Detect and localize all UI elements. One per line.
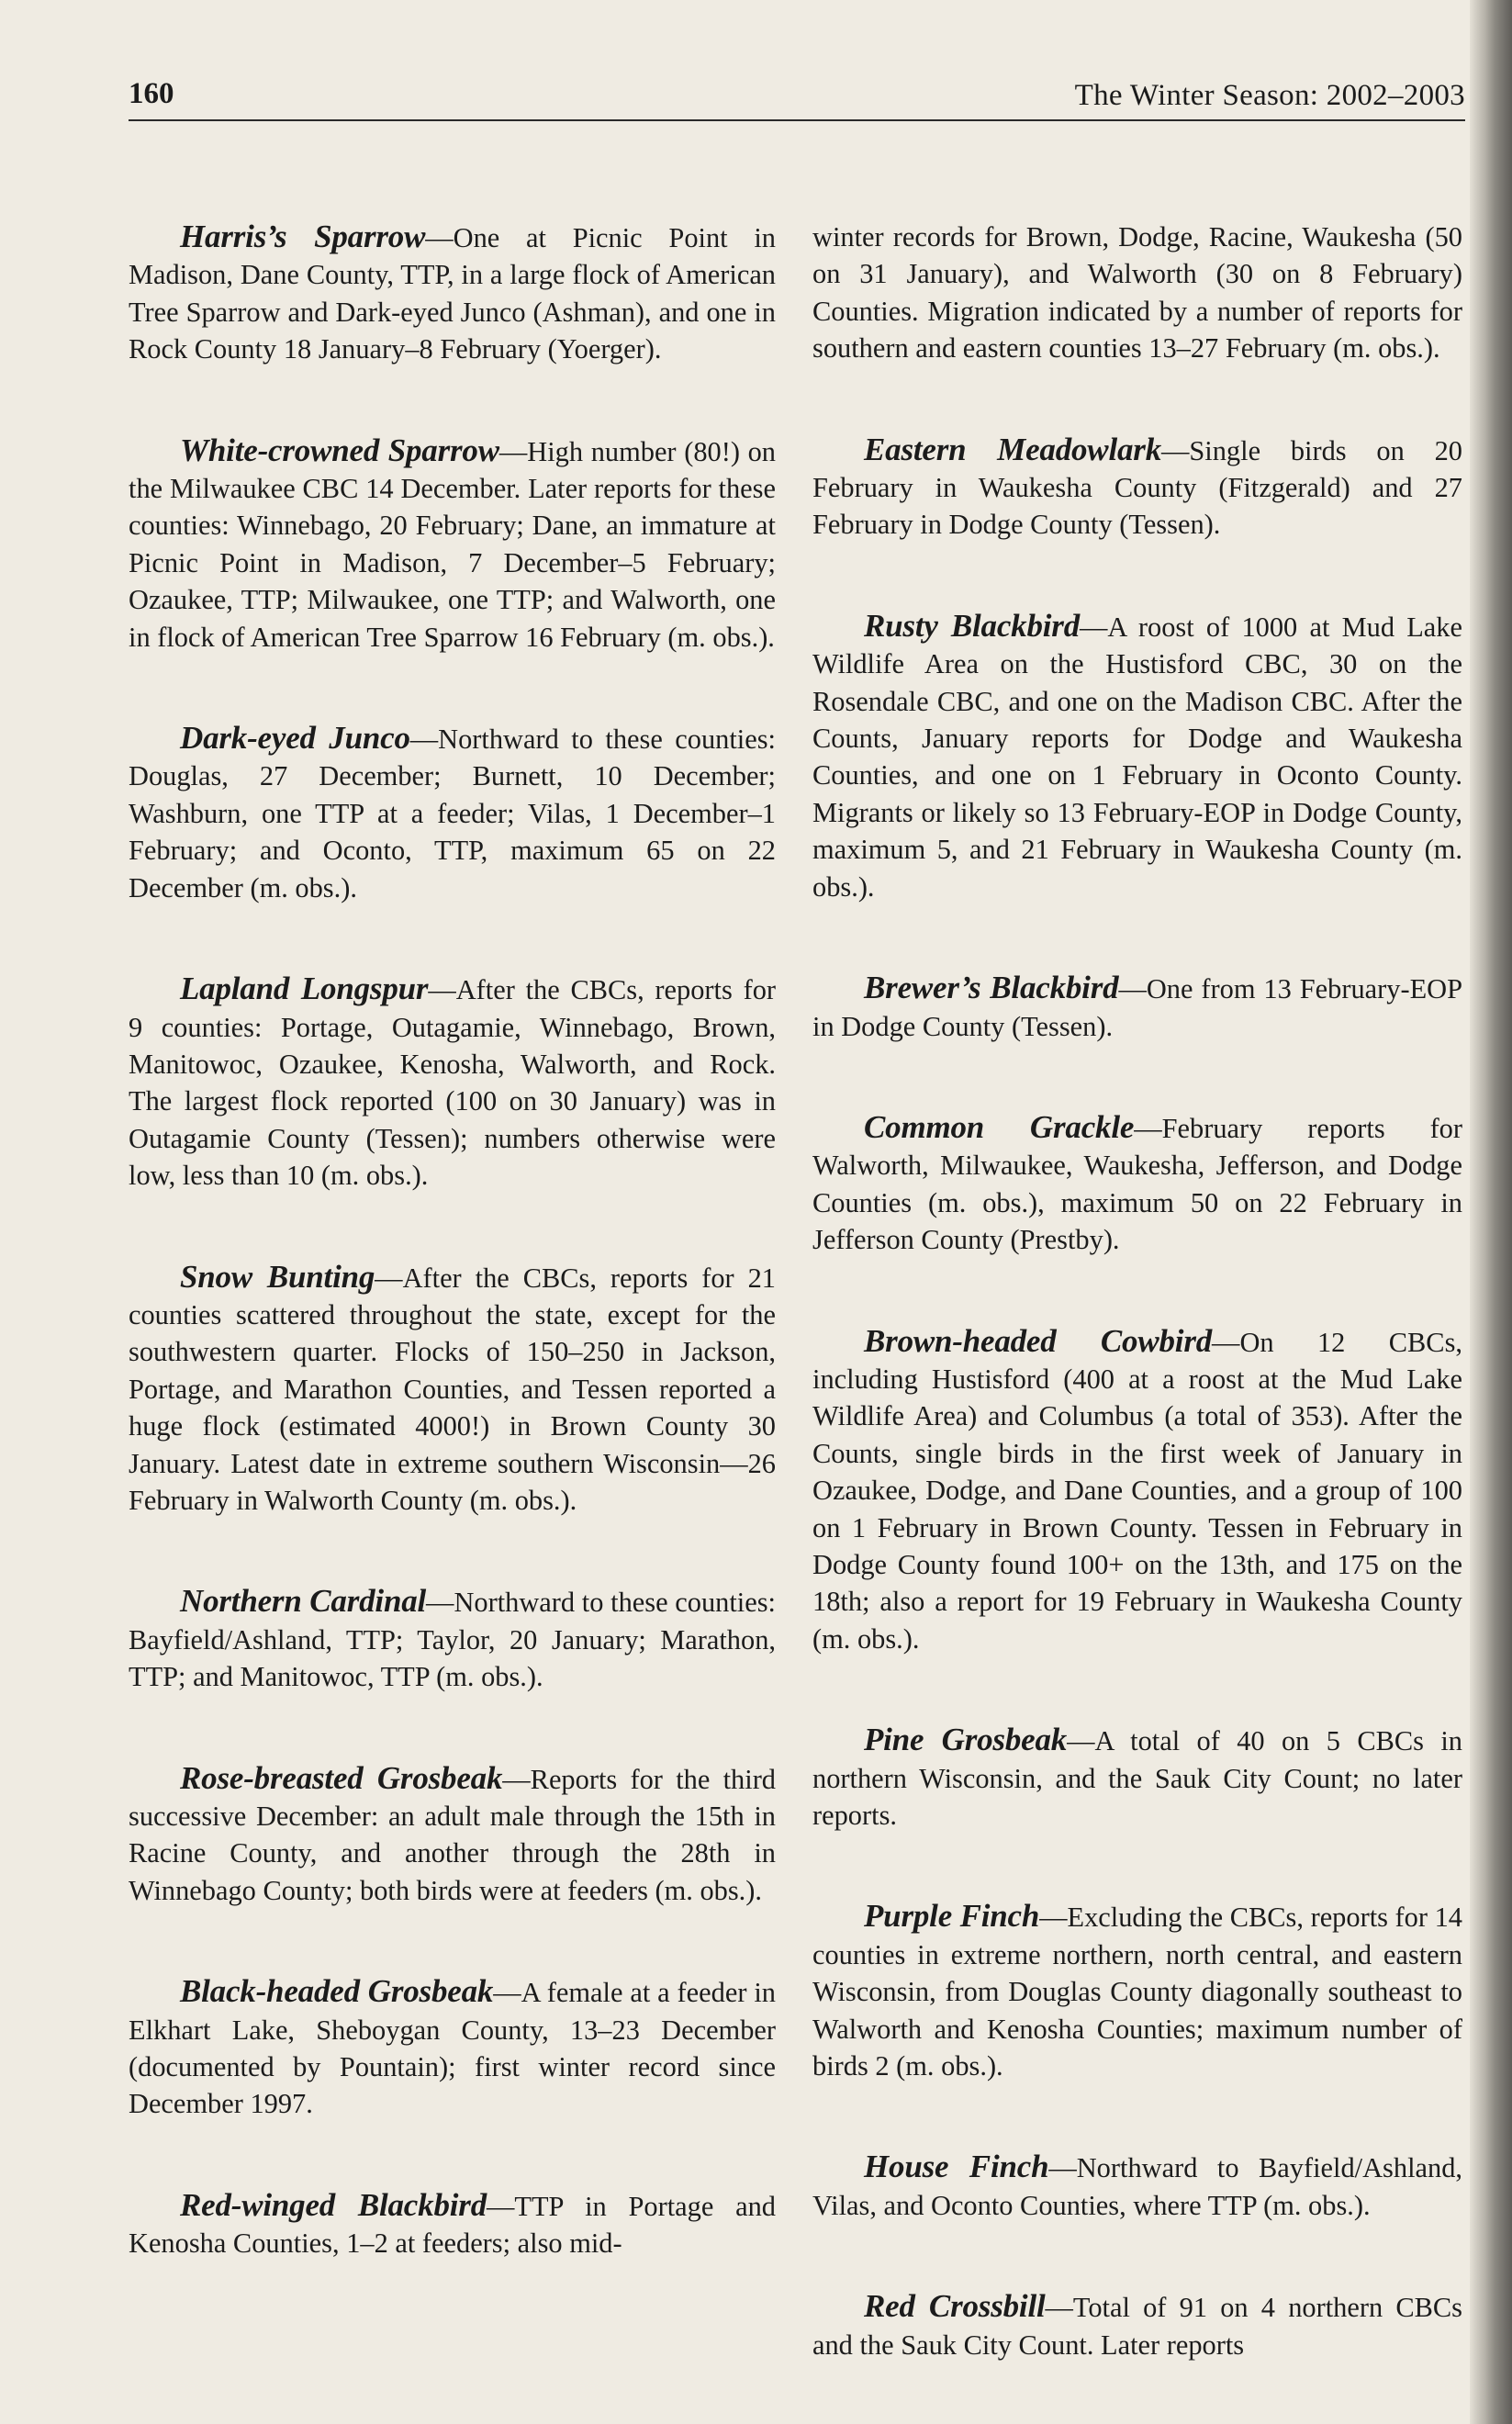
species-account: Northward to these counties: Bayfield/Ashland, TTP; Taylor, 20 January; Marathon, TTP; and Manitowoc, TTP (m. obs.). [129, 1587, 777, 1693]
right-column [812, 219, 1462, 2363]
species-account: A total of 40 on 5 CBCs in northern Wisconsin, and the Sauk City Count; no later reports. [812, 1725, 1462, 1831]
species-entry: Brewer’s Blackbird—One from 13 February-EOP in Dodge County (Tessen). [812, 970, 1462, 1042]
species-account: winter records for Brown, Dodge, Racine, Waukesha (50 on 31 January), and Walworth (30 on 8 February) Counties. Migration indicated by a number of reports for southern and eastern counties 13–27 February (m. obs.). [812, 221, 1462, 365]
species-account: After the CBCs, reports for 21 counties scattered throughout the state, except for the southwestern quarter. Flocks of 150–250 in Jackson, Portage, and Marathon Counties, and Tessen reported a huge flock (estimated 4000!) in Brown County 30 January. Latest date in extreme southern Wisconsin—26 February in Walworth County (m. obs.). [129, 1262, 776, 1516]
species-account: Northward to these counties: Douglas, 27 December; Burnett, 10 December; Washburn, one TTP at a feeder; Vilas, 1 December–1 February; and Oconto, TTP, maximum 65 on 22 December (m. obs.). [129, 724, 777, 903]
species-account: Reports for the third successive December: an adult male through the 15th in Racine County, and another through the 28th in Winnebago County; both birds were at feeders (m. obs.). [129, 1763, 777, 1906]
species-name: Rose-breasted Grosbeak [180, 1759, 503, 1796]
species-name: Black-headed Grosbeak [180, 1973, 494, 2010]
species-entry: Snow Bunting—After the CBCs, reports for 21 counties scattered throughout the state, except for the southwestern quarter. Flocks of 150–250 in Jackson, Portage, and Marathon Counties, and Tessen reported a huge flock (estimated 4000!) in Brown County 30 January. Latest date in extreme southern Wisconsin—26 February in Walworth County (m. obs.). [129, 1258, 776, 1516]
species-account: A female at a feeder in Elkhart Lake, Sheboygan County, 13–23 December (documented by Pountain); first winter record since December 1997. [129, 1977, 776, 2120]
species-entry: Northern Cardinal—Northward to these counties: Bayfield/Ashland, TTP; Taylor, 20 January; Marathon, TTP; and Manitowoc, TTP (m. obs.). [129, 1583, 777, 1693]
species-account: Total of 91 on 4 northern CBCs and the Sauk City Count. Later reports [812, 2292, 1462, 2361]
species-entry: Dark-eyed Junco—Northward to these counties: Douglas, 27 December; Burnett, 10 December; Washburn, one TTP at a feeder; Vilas, 1 December–1 February; and Oconto, TTP, maximum 65 on 22 December (m. obs.). [129, 720, 777, 903]
left-column [129, 219, 776, 2262]
species-account: On 12 CBCs, including Hustisford (400 at a roost at the Mud Lake Wildlife Area) and Columbus (a total of 353). After the Counts, single birds in the first week of January in Ozaukee, Dodge, and Dane Counties, and a group of 100 on 1 February in Brown County. Tessen in February in Dodge County found 100+ on the 13th, and 175 on the 18th; also a report for 19 February in Waukesha County (m. obs.). [812, 1326, 1462, 1655]
species-entry-continued [812, 219, 1462, 367]
species-account: Single birds on 20 February in Waukesha County (Fitzgerald) and 27 February in Dodge County (Tessen). [812, 434, 1462, 541]
species-name: White-crowned Sparrow [180, 432, 499, 468]
species-name: Common Grackle [864, 1108, 1135, 1145]
species-account: Excluding the CBCs, reports for 14 counties in extreme northern, north central, and eastern Wisconsin, from Douglas County diagonally southeast to Walworth and Kenosha Counties; maximum number of birds 2 (m. obs.). [812, 1902, 1462, 2082]
species-entry: Lapland Longspur—After the CBCs, reports for 9 counties: Portage, Outagamie, Winnebago, Brown, Manitowoc, Ozaukee, Kenosha, Walworth, and Rock. The largest flock reported (100 on 30 January) was in Outagamie County (Tessen); numbers otherwise were low, less than 10 (m. obs.). [129, 971, 777, 1192]
species-name: Rusty Blackbird [864, 607, 1081, 644]
species-entry: Black-headed Grosbeak—A female at a feeder in Elkhart Lake, Sheboygan County, 13–23 December (documented by Pountain); first winter record since December 1997. [129, 1973, 776, 2120]
species-account: TTP in Portage and Kenosha Counties, 1–2 at feeders; also mid- [129, 2190, 776, 2260]
species-account: High number (80!) on the Milwaukee CBC 14 December. Later reports for these counties: Winnebago, 20 February; Dane, an immature at Picnic Point in Madison, 7 December–5 February; Ozaukee, TTP; Milwaukee, one TTP; and Walworth, one in flock of American Tree Sparrow 16 February (m. obs.). [129, 435, 776, 653]
species-entry: Common Grackle—February reports for Walworth, Milwaukee, Waukesha, Jefferson, and Dodge Counties (m. obs.), maximum 50 on 22 February in Jefferson County (Prestby). [812, 1108, 1462, 1256]
species-entry: Brown-headed Cowbird—On 12 CBCs, including Hustisford (400 at a roost at the Mud Lake Wildlife Area) and Columbus (a total of 353). After the Counts, single birds in the first week of January in Ozaukee, Dodge, and Dane Counties, and a group of 100 on 1 February in Brown County. Tessen in February in Dodge County found 100+ on the 13th, and 175 on the 18th; also a report for 19 February in Waukesha County (m. obs.). [812, 1322, 1462, 1655]
species-name: Red-winged Blackbird [180, 2186, 487, 2223]
species-name: Dark-eyed Junco [180, 720, 410, 757]
page-number: 160 [129, 77, 174, 110]
species-entry: Eastern Meadowlark—Single birds on 20 February in Waukesha County (Fitzgerald) and 27 February in Dodge County (Tessen). [812, 431, 1462, 541]
species-account: One at Picnic Point in Madison, Dane County, TTP, in a large flock of American Tree Sparrow and Dark-eyed Junco (Ashman), and one in Rock County 18 January–8 February (Yoerger). [129, 222, 776, 365]
species-entry: Purple Finch—Excluding the CBCs, reports for 14 counties in extreme northern, north central, and eastern Wisconsin, from Douglas County diagonally southeast to Walworth and Kenosha Counties; maximum number of birds 2 (m. obs.). [812, 1898, 1462, 2082]
species-entry: Harris’s Sparrow—One at Picnic Point in Madison, Dane County, TTP, in a large flock of American Tree Sparrow and Dark-eyed Junco (Ashman), and one in Rock County 18 January–8 February (Yoerger). [129, 219, 776, 365]
species-entry: Rose-breasted Grosbeak—Reports for the third successive December: an adult male through the 15th in Racine County, and another through the 28th in Winnebago County; both birds were at feeders (m. obs.). [129, 1759, 777, 1906]
species-name: Pine Grosbeak [864, 1722, 1068, 1758]
page-header [129, 72, 1465, 121]
species-entry: Red-winged Blackbird—TTP in Portage and Kenosha Counties, 1–2 at feeders; also mid- [129, 2186, 776, 2260]
species-name: Northern Cardinal [180, 1583, 427, 1620]
species-name: Brewer’s Blackbird [864, 970, 1119, 1006]
running-head: The Winter Season: 2002–2003 [1074, 79, 1465, 112]
species-account: After the CBCs, reports for 9 counties: Portage, Outagamie, Winnebago, Brown, Manitowoc, Ozaukee, Kenosha, Walworth, and Rock. The largest flock reported (100 on 30 January) was in Outagamie County (Tessen); numbers otherwise were low, less than 10 (m. obs.). [129, 974, 777, 1192]
species-name: Lapland Longspur [180, 971, 429, 1007]
species-entry: House Finch—Northward to Bayfield/Ashland, Vilas, and Oconto Counties, where TTP (m. obs.). [812, 2149, 1463, 2221]
species-account: February reports for Walworth, Milwaukee, Waukesha, Jefferson, and Dodge Counties (m. obs.), maximum 50 on 22 February in Jefferson County (Prestby). [812, 1112, 1462, 1256]
species-account: Northward to Bayfield/Ashland, Vilas, and Oconto Counties, where TTP (m. obs.). [812, 2152, 1463, 2221]
species-name: Red Crossbill [864, 2288, 1046, 2325]
species-name: Harris’s Sparrow [180, 219, 426, 254]
species-entry: Rusty Blackbird—A roost of 1000 at Mud Lake Wildlife Area on the Hustisford CBC, 30 on the Rosendale CBC, and one on the Madison CBC. After the Counts, January reports for Dodge and Waukesha Counties, and one on 1 February in Oconto County. Migrants or likely so 13 February-EOP in Dodge County, maximum 5, and 21 February in Waukesha County (m. obs.). [812, 607, 1462, 903]
species-name: Purple Finch [864, 1898, 1040, 1935]
species-entry: White-crowned Sparrow—High number (80!) on the Milwaukee CBC 14 December. Later reports for these counties: Winnebago, 20 February; Dane, an immature at Picnic Point in Madison, 7 December–5 February; Ozaukee, TTP; Milwaukee, one TTP; and Walworth, one in flock of American Tree Sparrow 16 February (m. obs.). [129, 432, 776, 653]
species-name: Brown-headed Cowbird [864, 1322, 1213, 1359]
page-binding-shadow [1470, 0, 1512, 2424]
species-entry: Red Crossbill—Total of 91 on 4 northern CBCs and the Sauk City Count. Later reports [812, 2288, 1462, 2361]
species-name: Eastern Meadowlark [864, 431, 1161, 467]
species-name: House Finch [864, 2149, 1049, 2185]
species-entry: Pine Grosbeak—A total of 40 on 5 CBCs in northern Wisconsin, and the Sauk City Count; no later reports. [812, 1722, 1462, 1831]
species-name: Snow Bunting [180, 1258, 375, 1295]
species-account: A roost of 1000 at Mud Lake Wildlife Area on the Hustisford CBC, 30 on the Rosendale CBC, and one on the Madison CBC. After the Counts, January reports for Dodge and Waukesha Counties, and one on 1 February in Oconto County. Migrants or likely so 13 February-EOP in Dodge County, maximum 5, and 21 February in Waukesha County (m. obs.). [812, 611, 1462, 903]
species-account: One from 13 February-EOP in Dodge County (Tessen). [812, 973, 1462, 1042]
